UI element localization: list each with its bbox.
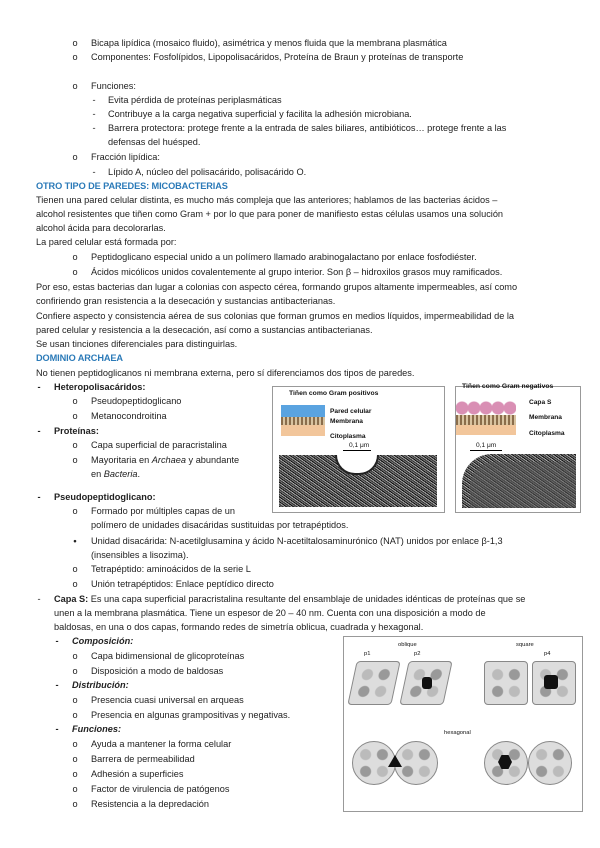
membrane-layer bbox=[456, 415, 516, 425]
list-item: Adhesión a superficies bbox=[91, 769, 184, 779]
figure-label: Membrana bbox=[529, 414, 562, 421]
list-marker: o bbox=[72, 784, 78, 794]
hexagonal-p6-lattice bbox=[528, 741, 572, 785]
list-item: Resistencia a la depredación bbox=[91, 799, 209, 809]
list-item-continuation: defensas del huésped. bbox=[108, 137, 201, 147]
list-item: Barrera protectora: protege frente a la entrada de sales biliares, antibióticos… protege frente a las bbox=[108, 123, 507, 133]
figure-label: Pared celular bbox=[330, 408, 372, 415]
list-item: Presencia en algunas grampositivas y negativas. bbox=[91, 710, 291, 720]
list-item: Formado por múltiples capas de un bbox=[91, 506, 236, 516]
list-marker: o bbox=[72, 38, 78, 48]
list-marker: - bbox=[37, 594, 41, 604]
paragraph-line: Capa S: Es una capa superficial paracristalina resultante del ensamblaje de unidades idénticas de proteínas que se bbox=[54, 594, 526, 604]
subheading: Funciones: bbox=[72, 724, 122, 734]
list-marker: - bbox=[55, 680, 59, 690]
paragraph-line: Se usan tinciones diferenciales para distinguirlas. bbox=[36, 339, 238, 349]
list-marker: o bbox=[72, 799, 78, 809]
list-item: Fracción lipídica: bbox=[91, 152, 160, 162]
list-item-continuation: (insensibles a lisozima). bbox=[91, 550, 189, 560]
figure-label: Citoplasma bbox=[330, 433, 366, 440]
paragraph-line: alcohol ácida para decolorarlas. bbox=[36, 223, 166, 233]
list-marker: o bbox=[72, 579, 78, 589]
paragraph-line: La pared celular está formada por: bbox=[36, 237, 177, 247]
list-item: Factor de virulencia de patógenos bbox=[91, 784, 230, 794]
paragraph-line: alcohol resistentes que tiñen como Gram + por lo que para poner de manifiesto estas células usamos una solución bbox=[36, 209, 504, 219]
scale-label: 0,1 μm bbox=[476, 442, 497, 449]
figure-label: oblique bbox=[398, 642, 417, 648]
scale-label: 0,1 μm bbox=[349, 442, 370, 449]
oblique-p1-lattice bbox=[347, 661, 400, 705]
p3-unit-cell bbox=[388, 755, 402, 767]
paragraph-line: Por eso, estas bacterias dan lugar a colonias con aspecto cérea, formando grupos altamente impermeables, así como bbox=[36, 282, 518, 292]
list-item: Funciones: bbox=[91, 81, 136, 91]
list-marker: o bbox=[72, 252, 78, 262]
micrograph-inner bbox=[470, 462, 576, 508]
gram-negative-figure bbox=[455, 383, 581, 513]
gram-positive-figure bbox=[272, 386, 445, 513]
paragraph-line: confiriendo gran resistencia a la desecación y sustancias antibacterianas. bbox=[36, 296, 336, 306]
list-marker: - bbox=[92, 167, 96, 177]
paragraph-line: Tienen una pared celular distinta, es mucho más compleja que las anteriores; hablamos de las bacterias ácidos – bbox=[36, 195, 498, 205]
list-marker: - bbox=[37, 492, 41, 502]
subheading: Proteínas: bbox=[54, 426, 99, 436]
list-marker: o bbox=[72, 651, 78, 661]
figure-title: Tiñen como Gram negativos bbox=[462, 383, 554, 390]
figure-label: hexagonal bbox=[444, 730, 471, 736]
p2-unit-cell bbox=[422, 677, 432, 689]
membrane-layer bbox=[281, 417, 325, 425]
list-marker: - bbox=[92, 123, 96, 133]
list-marker: o bbox=[72, 267, 78, 277]
list-marker: o bbox=[72, 396, 78, 406]
figure-label: square bbox=[516, 642, 534, 648]
list-item: Capa bidimensional de glicoproteínas bbox=[91, 651, 245, 661]
list-item: Ayuda a mantener la forma celular bbox=[91, 739, 232, 749]
list-item: Evita pérdida de proteínas periplasmáticas bbox=[108, 95, 282, 105]
list-item: Disposición a modo de baldosas bbox=[91, 666, 224, 676]
list-marker: o bbox=[72, 52, 78, 62]
list-item: Capa superficial de paracristalina bbox=[91, 440, 227, 450]
list-marker: - bbox=[92, 109, 96, 119]
square-p4-lattice bbox=[484, 661, 528, 705]
list-item: Peptidoglicano especial unido a un polímero llamado arabinogalactano por enlace fosfodiéster. bbox=[91, 252, 477, 262]
figure-label: p2 bbox=[414, 651, 421, 657]
list-marker: - bbox=[55, 636, 59, 646]
list-item: Bicapa lipídica (mosaico fluido), asimétrica y menos fluida que la membrana plasmática bbox=[91, 38, 447, 48]
paragraph-line: pared celular y resistencia a la desecación, así como a sustancias antibacterianas. bbox=[36, 325, 373, 335]
figure-label: Membrana bbox=[330, 418, 363, 425]
list-item: Contribuye a la carga negativa superficial y facilita la adhesión microbiana. bbox=[108, 109, 412, 119]
list-item-continuation: en Bacteria. bbox=[91, 469, 141, 479]
subheading: Distribución: bbox=[72, 680, 129, 690]
list-item: Pseudopeptidoglicano bbox=[91, 396, 182, 406]
list-item: Unidad disacárida: N-acetilglusamina y ácido N-acetiltalosaminurónico (NAT) unidos por enlace β-1,3 bbox=[91, 536, 503, 546]
subheading: Pseudopeptidoglicano: bbox=[54, 492, 156, 502]
paragraph-line: No tienen peptidoglicanos ni membrana externa, pero sí diferenciamos dos tipos de paredes. bbox=[36, 368, 415, 378]
list-marker: - bbox=[37, 382, 41, 392]
list-marker: o bbox=[72, 739, 78, 749]
list-marker: o bbox=[72, 769, 78, 779]
paragraph-line: baldosas, en una o dos capas, formando redes de simetría oblicua, cuadrada y hexagonal. bbox=[54, 622, 424, 632]
figure-title: Tiñen como Gram positivos bbox=[289, 390, 379, 397]
list-marker: o bbox=[72, 710, 78, 720]
subheading: Heteropolisacáridos: bbox=[54, 382, 146, 392]
section-heading: DOMINIO ARCHAEA bbox=[36, 353, 123, 363]
list-marker: o bbox=[72, 695, 78, 705]
list-item-continuation: polímero de unidades disacáridas sustituidas por tetrapéptidos. bbox=[91, 520, 349, 530]
list-marker: - bbox=[55, 724, 59, 734]
list-marker: o bbox=[72, 455, 78, 465]
list-marker: o bbox=[72, 666, 78, 676]
scale-bar bbox=[343, 450, 371, 451]
s-layer-proteins bbox=[456, 401, 516, 415]
list-item: Lípido A, núcleo del polisacárido, polisacárido O. bbox=[108, 167, 307, 177]
subheading: Composición: bbox=[72, 636, 134, 646]
list-marker: - bbox=[92, 95, 96, 105]
list-marker: o bbox=[72, 152, 78, 162]
figure-label: Citoplasma bbox=[529, 430, 565, 437]
scale-bar bbox=[470, 450, 502, 451]
cytoplasm-layer bbox=[456, 425, 516, 435]
list-item: Metanocondroitina bbox=[91, 411, 167, 421]
figure-label: Capa S bbox=[529, 399, 552, 406]
list-marker: o bbox=[72, 506, 78, 516]
list-marker: o bbox=[72, 411, 78, 421]
list-item: Presencia cuasi universal en arqueas bbox=[91, 695, 244, 705]
paragraph-line: Confiere aspecto y consistencia aérea de sus colonias que forman grumos en medios líquidos, impermeabilidad de la bbox=[36, 311, 515, 321]
list-item: Ácidos micólicos unidos covalentemente al grupo interior. Son β – hidroxilos grasos muy ramificados. bbox=[91, 267, 503, 277]
list-item: Unión tetrapéptidos: Enlace peptídico directo bbox=[91, 579, 274, 589]
figure-label: p1 bbox=[364, 651, 371, 657]
list-item: Barrera de permeabilidad bbox=[91, 754, 195, 764]
list-marker: o bbox=[72, 564, 78, 574]
p4-unit-cell bbox=[544, 675, 558, 689]
figure-label: p4 bbox=[544, 651, 551, 657]
list-marker: o bbox=[72, 440, 78, 450]
cell-wall-layer bbox=[281, 405, 325, 417]
paragraph-line: unen a la membrana plasmática. Tiene un espesor de 20 – 40 nm. Cuenta con una disposición a modo de bbox=[54, 608, 486, 618]
list-marker: o bbox=[72, 81, 78, 91]
s-layer-symmetry-figure bbox=[343, 636, 583, 812]
list-marker: - bbox=[37, 426, 41, 436]
list-marker: • bbox=[73, 536, 77, 546]
section-heading: OTRO TIPO DE PAREDES: MICOBACTERIAS bbox=[36, 181, 228, 191]
list-item: Componentes: Fosfolípidos, Lipopolisacáridos, Proteína de Braun y proteínas de transporte bbox=[91, 52, 464, 62]
list-item: Mayoritaria en Archaea y abundante bbox=[91, 455, 240, 465]
list-item: Tetrapéptido: aminoácidos de la serie L bbox=[91, 564, 251, 574]
cytoplasm-layer bbox=[281, 425, 325, 436]
list-marker: o bbox=[72, 754, 78, 764]
